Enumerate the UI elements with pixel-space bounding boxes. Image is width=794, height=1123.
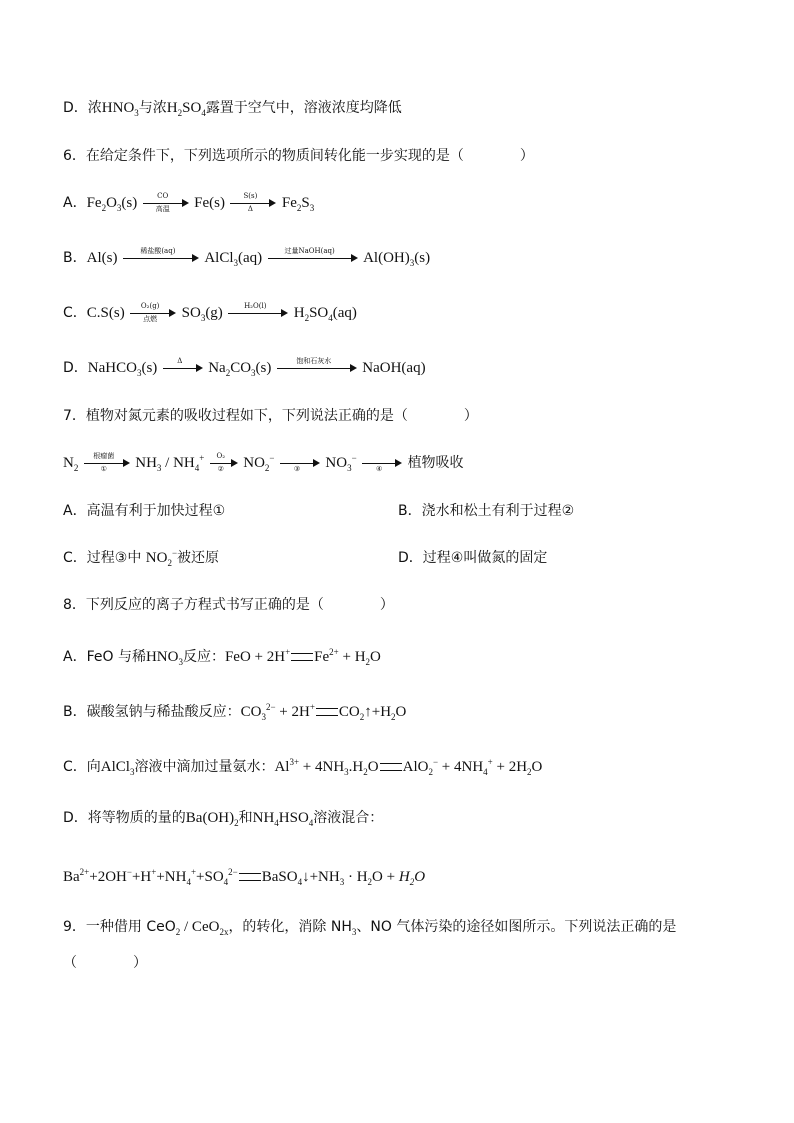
q9-stem-line2: （ ） xyxy=(63,955,147,971)
q8-stem: 8．下列反应的离子方程式书写正确的是（ ） xyxy=(63,597,394,613)
q8-option-b: B．碳酸氢钠与稀盐酸反应：$CO_3^{2-} + 2H^+$ $CO_2↑+H_2O$ xyxy=(63,702,407,722)
q8-option-d-equation: $Ba^{2+}+2OH^-+H^++NH_4^++SO_4^{2-}$ $BaSO_4↓+NH_3 \cdot H_2O + H_2O$ xyxy=(63,867,426,887)
q9-stem: 9．一种借用 CeO$_2$ / CeO$_{2x}$，的转化，消除 $NH_3$、NO 气体污染的途径如图所示。下列说法正确的是 xyxy=(63,919,677,937)
q7-option-a: A．高温有利于加快过程① xyxy=(63,503,226,519)
q7-option-b: B．浇水和松土有利于过程② xyxy=(398,503,575,519)
q6-option-c: C．C.S(s) O₂(g) 点燃 $SO_3(g)$ H₂O(l) $H_2SO_4(aq)$ xyxy=(63,302,357,323)
q7-stem: 7．植物对氮元素的吸收过程如下，下列说法正确的是（ ） xyxy=(63,408,478,424)
q7-chain: $N_2$ 根瘤菌 ① $NH_3 / NH_4^+$ O₂ ② $NO_2^-$ ③ $NO_3^-$ ④ 植物吸收 xyxy=(63,452,464,473)
q6-option-b: B．Al(s) 稀盐酸(aq) AlCl$_3$(aq) 过量NaOH(aq) $Al(OH)_3(s)$ xyxy=(63,247,431,268)
q5-option-d: D．浓$HNO_3$与浓$H_2SO_4$露置于空气中，溶液浓度均降低 xyxy=(63,100,402,118)
q6-option-a: A．$Fe_2O_3(s)$ CO 高温 Fe(s) S(s) Δ $Fe_2S_3$ xyxy=(63,192,315,213)
q7-option-d: D．过程④叫做氮的固定 xyxy=(398,550,548,566)
q6-option-d: D．NaHCO$_3$(s) Δ $Na_2CO_3(s)$ 饱和石灰水 NaOH(aq) xyxy=(63,357,426,378)
q7-option-c: C．过程③中 $NO_2^-$被还原 xyxy=(63,548,220,568)
q8-option-a: A．FeO 与稀$HNO_3$反应：FeO + 2H+ $Fe^{2+} + H_2O$ xyxy=(63,647,381,667)
q8-option-c: C．向AlCl$_3$溶液中滴加过量氨水：$Al^{3+} + 4NH_3.H_2O$ $AlO_2^- + 4NH_4^+ + 2H_2O$ xyxy=(63,757,543,777)
q6-stem: 6．在给定条件下，下列选项所示的物质间转化能一步实现的是（ ） xyxy=(63,148,534,164)
q8-option-d: D．将等物质的量的$Ba(OH)_2$和$NH_4HSO_4$溶液混合： xyxy=(63,810,384,828)
